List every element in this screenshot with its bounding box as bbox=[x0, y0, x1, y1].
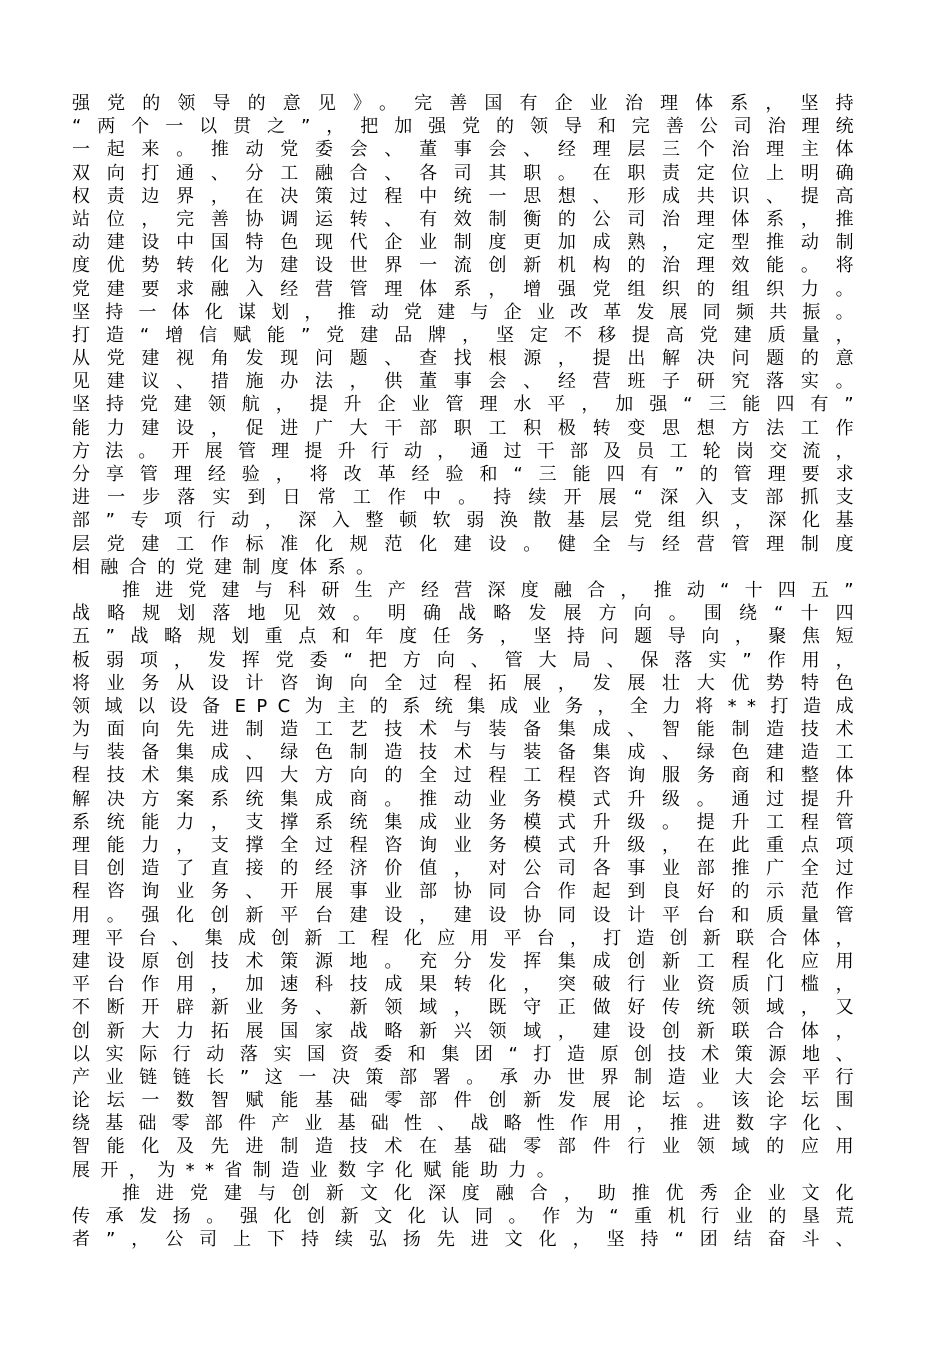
text-line: 层党建工作标准化规范化建设。健全与经营管理制度 bbox=[72, 533, 864, 555]
text-line: 传承发扬。强化创新文化认同。作为“重机行业的垦荒 bbox=[72, 1206, 864, 1227]
text-line: 五”战略规划重点和年度任务，坚持问题导向，聚焦短 bbox=[72, 626, 864, 648]
text-line: 打造“增信赋能”党建品牌，坚定不移提高党建质量， bbox=[72, 324, 864, 346]
text-line: 见建议、措施办法，供董事会、经营班子研究落实。 bbox=[72, 371, 864, 393]
text-line: 以实际行动落实国资委和集团“打造原创技术策源地、 bbox=[72, 1043, 864, 1065]
text-line: 推进党建与科研生产经营深度融合，推动“十四五” bbox=[122, 579, 864, 601]
paragraph-innovation-culture bbox=[72, 1182, 892, 1252]
text-line: 推进党建与创新文化深度融合，助推优秀企业文化 bbox=[122, 1182, 864, 1204]
text-line: 相融合的党建制度体系。 bbox=[72, 556, 385, 578]
text-line: 系统能力，支撑系统集成业务模式升级。提升工程管 bbox=[72, 811, 864, 833]
text-line: “两个一以贯之”，把加强党的领导和完善公司治理统 bbox=[72, 116, 864, 138]
text-line: 理平台、集成创新工程化应用平台，打造创新联合体， bbox=[72, 927, 864, 949]
text-line: 为面向先进制造工艺技术与装备集成、智能制造技术 bbox=[72, 719, 864, 741]
text-line: 能力建设，促进广大干部职工积极转变思想方法工作 bbox=[72, 417, 864, 439]
text-line: 程咨询业务、开展事业部协同合作起到良好的示范作 bbox=[72, 881, 864, 903]
text-line: 坚持一体化谋划，推动党建与企业改革发展同频共振。 bbox=[72, 301, 864, 323]
text-line: 站位，完善协调运转、有效制衡的公司治理体系，推 bbox=[72, 208, 864, 230]
text-line: 创新大力拓展国家战略新兴领域，建设创新联合体， bbox=[72, 1020, 864, 1042]
text-line: 度优势转化为建设世界一流创新机构的治理效能。将 bbox=[72, 255, 864, 277]
text-line: 产业链链长”这一决策部署。承办世界制造业大会平行 bbox=[72, 1066, 864, 1088]
text-line: 论坛一数智赋能基础零部件创新发展论坛。该论坛围 bbox=[72, 1090, 864, 1112]
text-line: 双向打通、分工融合、各司其职。在职责定位上明确 bbox=[72, 162, 864, 184]
text-line: 解决方案系统集成商。推动业务模式升级。通过提升 bbox=[72, 788, 864, 810]
text-line: 进一步落实到日常工作中。持续开展“深入支部抓支 bbox=[72, 487, 864, 509]
text-line: 与装备集成、绿色制造技术与装备集成、绿色建造工 bbox=[72, 742, 864, 764]
text-line: 动建设中国特色现代企业制度更加成熟，定型推动制 bbox=[72, 232, 864, 254]
text-line: 领域以设备EPC为主的系统集成业务，全力将**打造成 bbox=[72, 695, 864, 717]
text-line: 板弱项，发挥党委“把方向、管大局、保落实”作用， bbox=[72, 649, 864, 671]
text-line: 目创造了直接的经济价值，对公司各事业部推广全过 bbox=[72, 858, 864, 880]
text-line: 将业务从设计咨询向全过程拓展，发展壮大优势特色 bbox=[72, 672, 864, 694]
text-line: 理能力，支撑全过程咨询业务模式升级，在此重点项 bbox=[72, 835, 864, 856]
text-line: 分享管理经验，将改革经验和“三能四有”的管理要求 bbox=[72, 464, 864, 485]
text-line: 坚持党建领航，提升企业管理水平，加强“三能四有” bbox=[72, 394, 864, 416]
text-line: 强党的领导的意见》。完善国有企业治理体系，坚持 bbox=[72, 93, 864, 114]
text-line: 党建要求融入经营管理体系，增强党组织的组织力。 bbox=[72, 278, 864, 300]
text-line: 智能化及先进制造技术在基础零部件行业领域的应用 bbox=[72, 1136, 864, 1158]
text-line: 不断开辟新业务、新领域，既守正做好传统领域，又 bbox=[72, 997, 864, 1019]
paragraph-research-production bbox=[72, 579, 892, 1182]
text-line: 建设原创技术策源地。充分发挥集成创新工程化应用 bbox=[72, 950, 864, 972]
paragraph-governance bbox=[72, 92, 892, 579]
text-line: 绕基础零部件产业基础性、战略性作用，推进数字化、 bbox=[72, 1113, 864, 1135]
text-line: 战略规划落地见效。明确战略发展方向。围绕“十四 bbox=[72, 603, 864, 625]
text-line: 用。强化创新平台建设，建设协同设计平台和质量管 bbox=[72, 904, 864, 926]
text-line: 一起来。推动党委会、董事会、经理层三个治理主体 bbox=[72, 139, 864, 161]
text-line: 展开，为**省制造业数字化赋能助力。 bbox=[72, 1159, 566, 1181]
text-line: 者”，公司上下持续弘扬先进文化，坚持“团结奋斗、 bbox=[72, 1229, 864, 1251]
text-line: 平台作用，加速科技成果转化，突破行业资质门槛， bbox=[72, 974, 864, 996]
text-line: 权责边界，在决策过程中统一思想、形成共识、提高 bbox=[72, 185, 864, 207]
text-line: 方法。开展管理提升行动，通过干部及员工轮岗交流， bbox=[72, 440, 864, 462]
text-line: 从党建视角发现问题、查找根源，提出解决问题的意 bbox=[72, 348, 864, 370]
text-line: 部”专项行动，深入整顿软弱涣散基层党组织，深化基 bbox=[72, 510, 864, 532]
text-line: 程技术集成四大方向的全过程工程咨询服务商和整体 bbox=[72, 765, 864, 787]
document-page bbox=[72, 92, 892, 1251]
